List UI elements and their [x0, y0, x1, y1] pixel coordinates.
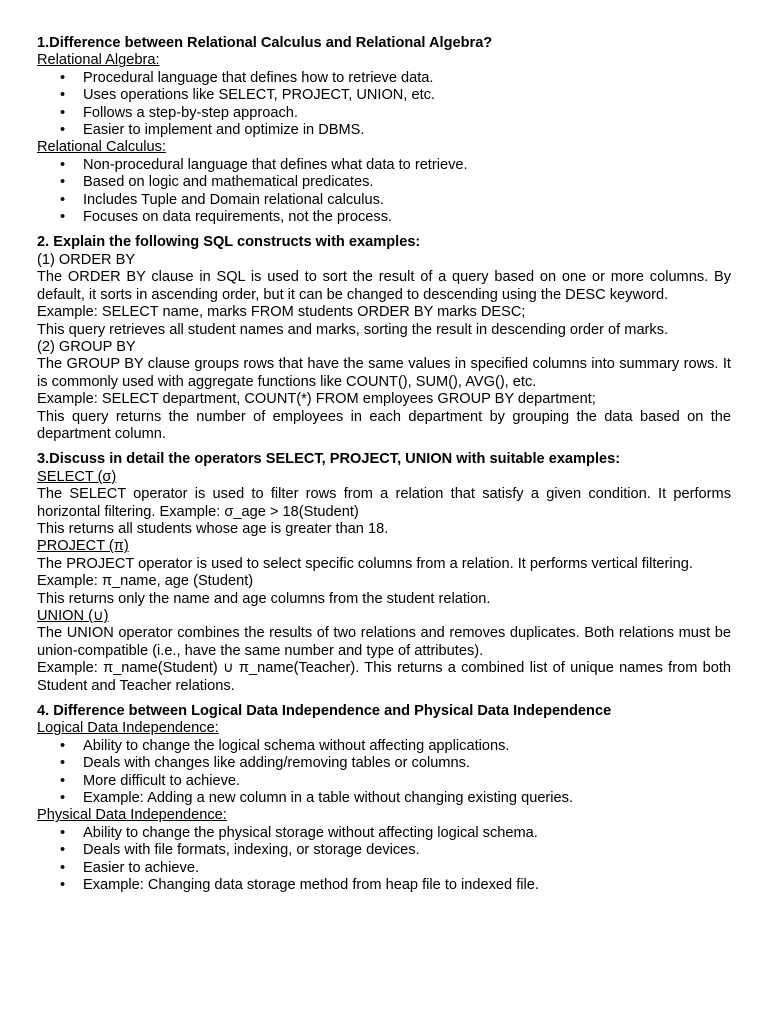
relational-calculus-label: Relational Calculus: [37, 139, 166, 156]
list-item [37, 174, 731, 191]
list-item-text: Procedural language that defines how to retrieve data. [83, 69, 434, 86]
bullet-icon: • [60, 737, 66, 754]
project-description: The PROJECT operator is used to select specific columns from a relation. It performs vertical filtering. [37, 555, 693, 572]
select-explanation: This returns all students whose age is greater than 18. [37, 520, 389, 537]
bullet-icon: • [60, 209, 66, 226]
group-by-example: Example: SELECT department, COUNT(*) FROM employees GROUP BY department; [37, 391, 596, 408]
project-explanation: This returns only the name and age columns from the student relation. [37, 590, 491, 607]
bullet-icon: • [60, 842, 66, 859]
bullet-icon: • [60, 69, 66, 86]
group-by-explanation: This query returns the number of employees in each department by grouping the data based on the department column. [37, 408, 731, 442]
list-item [37, 105, 731, 122]
list-item-text: Focuses on data requirements, not the process. [83, 209, 393, 226]
logical-independence-list [37, 738, 731, 808]
section-q3 [37, 451, 731, 695]
order-by-label: (1) ORDER BY [37, 251, 136, 268]
bullet-icon: • [60, 87, 66, 104]
list-item-text: Deals with changes like adding/removing tables or columns. [83, 755, 470, 772]
list-item [37, 877, 731, 894]
group-by-description: The GROUP BY clause groups rows that have the same values in specified columns into summary rows. It is commonly used with aggregate functions like COUNT(), SUM(), AVG(), etc. [37, 356, 731, 390]
q2-heading: 2. Explain the following SQL constructs with examples: [37, 234, 421, 251]
relational-algebra-list [37, 70, 731, 140]
list-item-text: Includes Tuple and Domain relational calculus. [83, 191, 384, 208]
q3-heading: 3.Discuss in detail the operators SELECT, PROJECT, UNION with suitable examples: [37, 451, 621, 468]
physical-independence-label: Physical Data Independence: [37, 807, 227, 824]
bullet-icon: • [60, 772, 66, 789]
bullet-icon: • [60, 191, 66, 208]
section-q4 [37, 703, 731, 894]
list-item-text: Easier to implement and optimize in DBMS. [83, 122, 365, 139]
list-item-text: Example: Adding a new column in a table without changing existing queries. [83, 790, 574, 807]
order-by-explanation: This query retrieves all student names and marks, sorting the result in descending order of marks. [37, 321, 669, 338]
list-item [37, 192, 731, 209]
order-by-example: Example: SELECT name, marks FROM students ORDER BY marks DESC; [37, 304, 526, 321]
list-item [37, 842, 731, 859]
bullet-icon: • [60, 824, 66, 841]
bullet-icon: • [60, 790, 66, 807]
select-description: The SELECT operator is used to filter rows from a relation that satisfy a given condition. It performs horizontal filtering. Example: σ_age > 18(Student) [37, 486, 731, 520]
list-item-text: More difficult to achieve. [83, 772, 241, 789]
bullet-icon: • [60, 156, 66, 173]
section-q2 [37, 234, 731, 443]
relational-algebra-label: Relational Algebra: [37, 52, 160, 69]
q1-heading: 1.Difference between Relational Calculus and Relational Algebra? [37, 35, 493, 51]
list-item [37, 773, 731, 790]
list-item-text: Ability to change the logical schema without affecting applications. [83, 737, 510, 754]
list-item [37, 755, 731, 772]
list-item [37, 122, 731, 139]
list-item-text: Non-procedural language that defines what data to retrieve. [83, 156, 468, 173]
select-operator-label: SELECT (σ) [37, 468, 117, 485]
union-description: The UNION operator combines the results of two relations and removes duplicates. Both relations must be union-compatible (i.e., have the same number and type of attributes). [37, 625, 731, 659]
bullet-icon: • [60, 104, 66, 121]
bullet-icon: • [60, 122, 66, 139]
logical-independence-label: Logical Data Independence: [37, 720, 219, 737]
list-item [37, 860, 731, 877]
list-item [37, 209, 731, 226]
q4-heading: 4. Difference between Logical Data Independence and Physical Data Independence [37, 703, 612, 720]
list-item [37, 790, 731, 807]
list-item-text: Uses operations like SELECT, PROJECT, UNION, etc. [83, 87, 435, 104]
bullet-icon: • [60, 877, 66, 894]
list-item-text: Example: Changing data storage method from heap file to indexed file. [83, 877, 539, 894]
list-item-text: Ability to change the physical storage without affecting logical schema. [83, 824, 538, 841]
list-item-text: Easier to achieve. [83, 859, 200, 876]
list-item [37, 738, 731, 755]
list-item [37, 70, 731, 87]
union-example: Example: π_name(Student) ∪ π_name(Teacher). This returns a combined list of unique names from both Student and Teacher relations. [37, 660, 731, 694]
list-item [37, 87, 731, 104]
bullet-icon: • [60, 755, 66, 772]
project-operator-label: PROJECT (π) [37, 538, 129, 555]
order-by-description: The ORDER BY clause in SQL is used to sort the result of a query based on one or more columns. By default, it sorts in ascending order, but it can be changed to descending using the DESC keyword. [37, 269, 731, 303]
project-example: Example: π_name, age (Student) [37, 573, 254, 590]
relational-calculus-list [37, 157, 731, 227]
list-item [37, 157, 731, 174]
list-item-text: Based on logic and mathematical predicates. [83, 174, 374, 191]
list-item [37, 825, 731, 842]
group-by-label: (2) GROUP BY [37, 338, 136, 355]
bullet-icon: • [60, 859, 66, 876]
physical-independence-list [37, 825, 731, 895]
bullet-icon: • [60, 174, 66, 191]
section-q1 [37, 35, 731, 226]
list-item-text: Deals with file formats, indexing, or storage devices. [83, 842, 420, 859]
list-item-text: Follows a step-by-step approach. [83, 104, 298, 121]
union-operator-label: UNION (∪) [37, 608, 109, 624]
